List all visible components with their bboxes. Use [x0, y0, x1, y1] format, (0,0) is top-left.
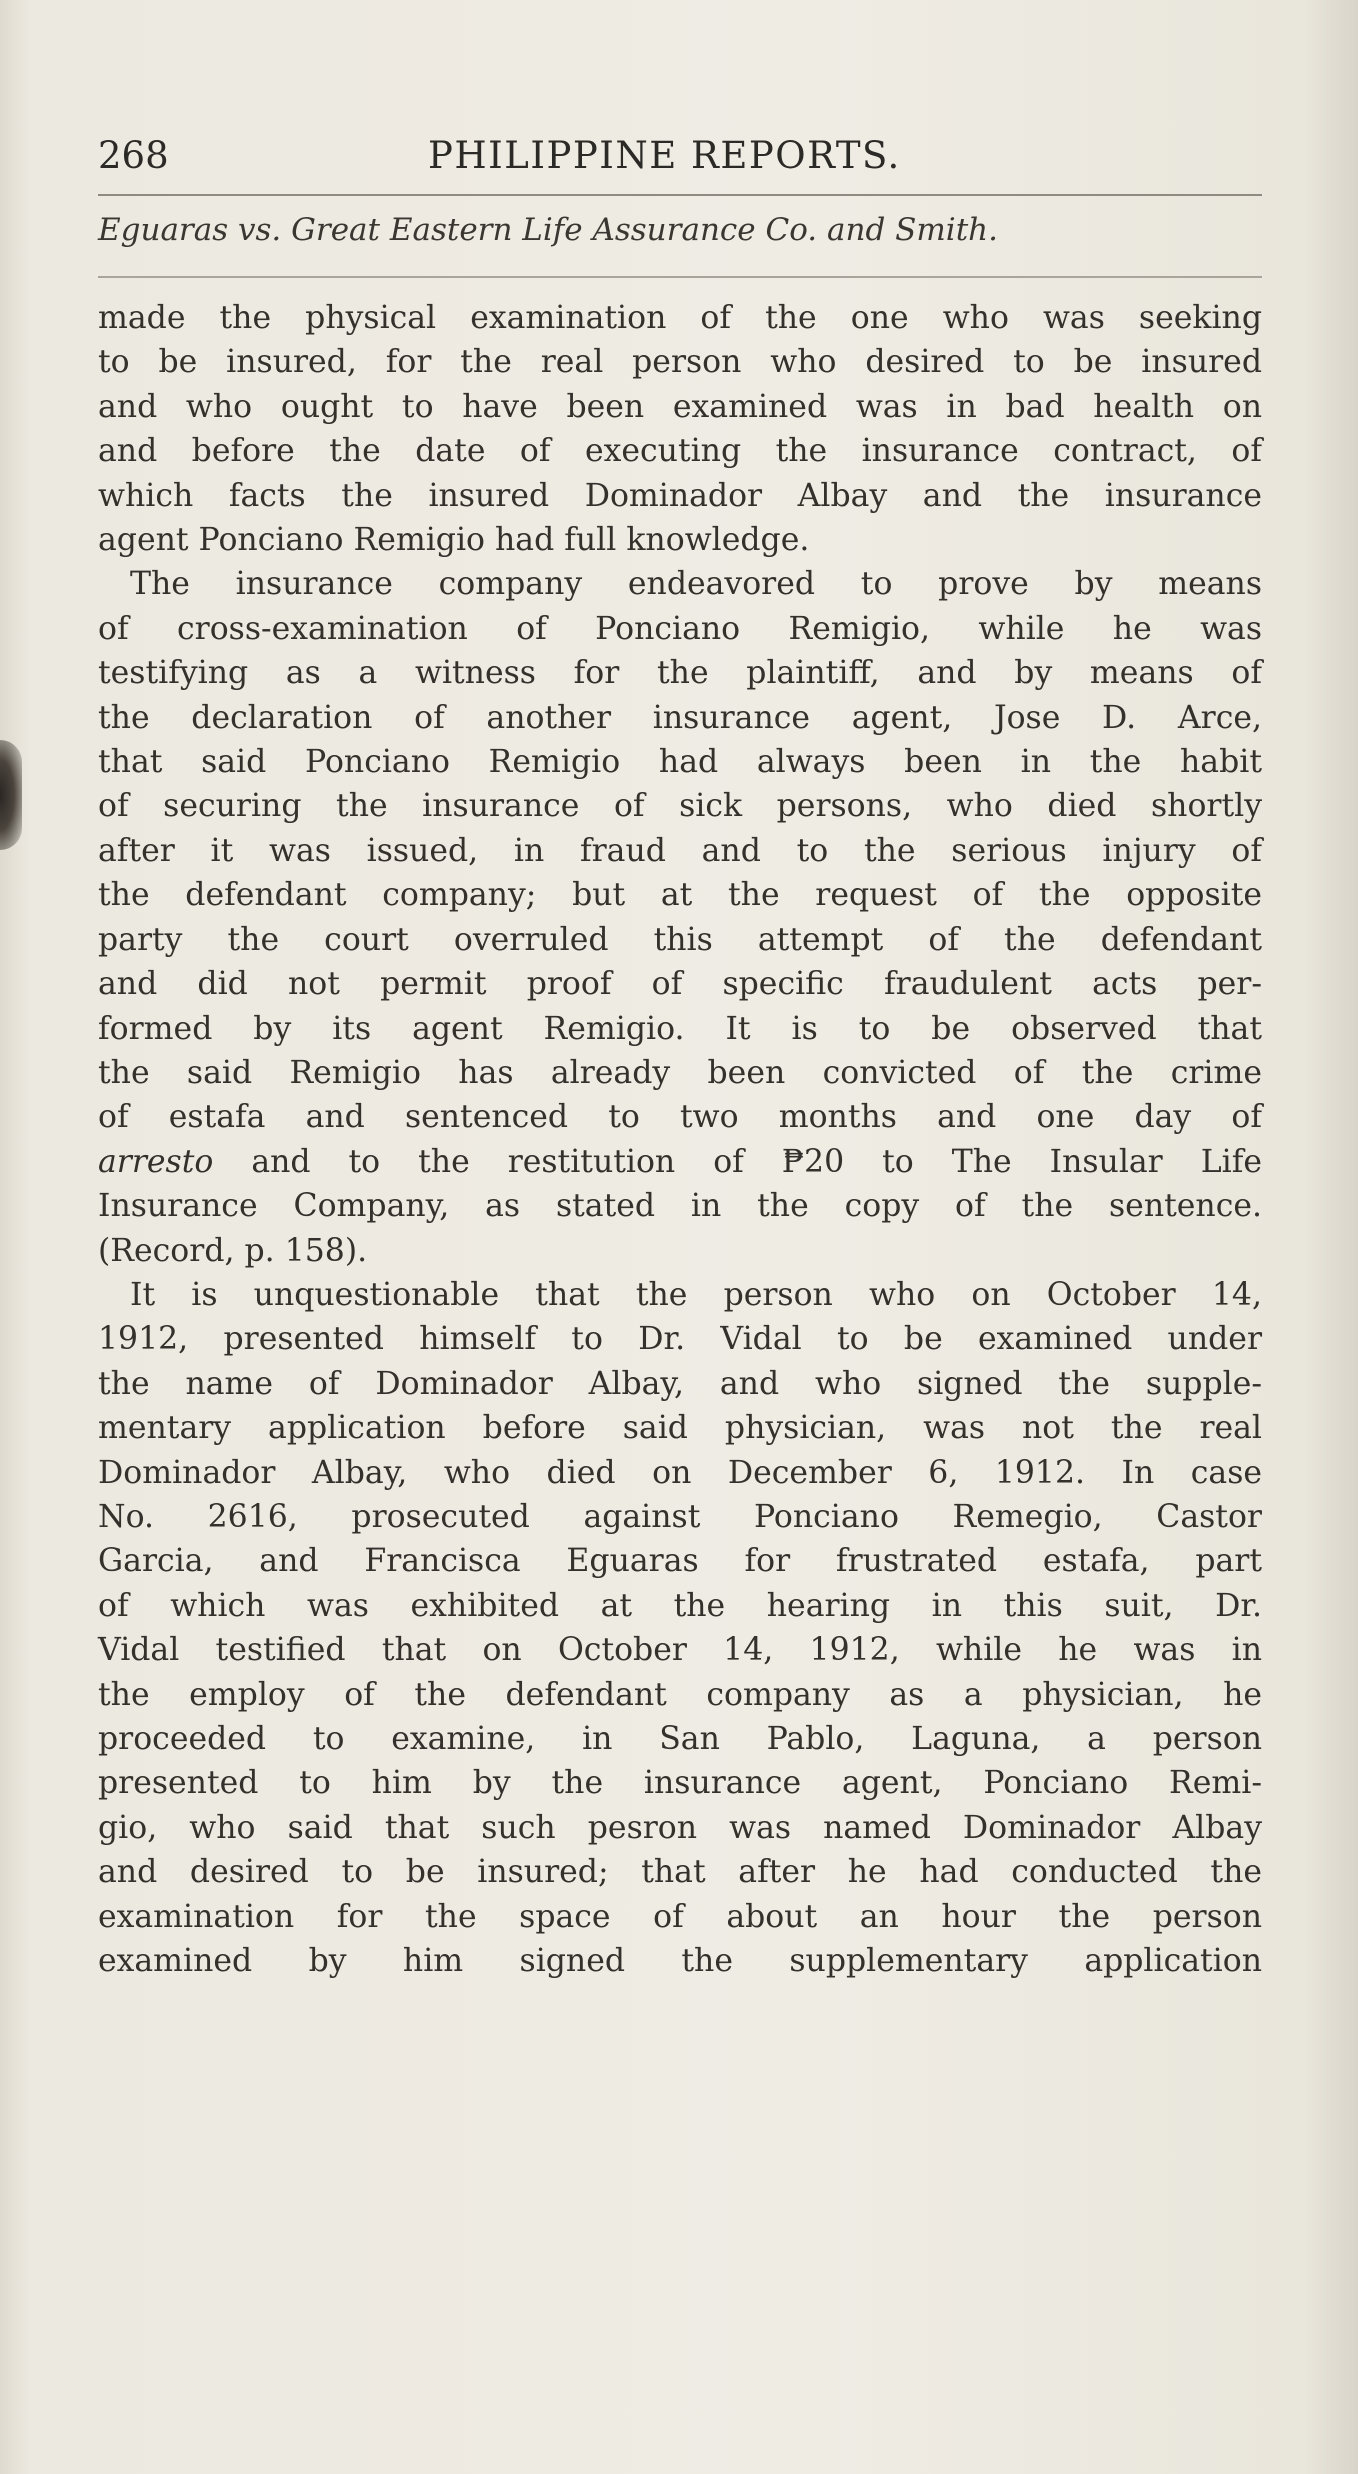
text-line: the employ of the defendant company as a physician, he	[98, 1676, 1262, 1713]
text-line: of estafa and sentenced to two months and one day of	[98, 1099, 1262, 1136]
paragraph-1	[98, 296, 1262, 562]
body-text	[98, 296, 1262, 1983]
text-line: It is unquestionable that the person who on October 14,	[130, 1276, 1262, 1313]
text-line: which facts the insured Dominador Albay and the insurance	[98, 477, 1262, 514]
text-line: Garcia, and Francisca Eguaras for frustrated estafa, part	[98, 1543, 1262, 1580]
text-line: presented to him by the insurance agent, Ponciano Remi-	[98, 1765, 1262, 1802]
text-line: Vidal testified that on October 14, 1912, while he was in	[98, 1632, 1262, 1669]
text-line: after it was issued, in fraud and to the serious injury of	[98, 832, 1262, 869]
text-line-rest: and to the restitution of ₱20 to The Insular Life	[251, 1143, 1263, 1180]
text-line: (Record, p. 158).	[98, 1232, 368, 1269]
running-head: PHILIPPINE REPORTS.	[428, 134, 901, 177]
text-line: and desired to be insured; that after he had conducted the	[98, 1854, 1262, 1891]
text-line: Dominador Albay, who died on December 6, 1912. In case	[98, 1454, 1262, 1491]
text-line: that said Ponciano Remigio had always been in the habit	[98, 744, 1262, 781]
text-line: 1912, presented himself to Dr. Vidal to be examined under	[98, 1321, 1262, 1358]
text-line: the defendant company; but at the request of the opposite	[98, 877, 1262, 914]
text-line: of securing the insurance of sick persons, who died shortly	[98, 788, 1262, 825]
italic-term: arresto	[98, 1143, 214, 1180]
text-line: of cross-examination of Ponciano Remigio, while he was	[98, 610, 1262, 647]
text-line: of which was exhibited at the hearing in this suit, Dr.	[98, 1587, 1262, 1624]
text-line: No. 2616, prosecuted against Ponciano Remegio, Castor	[98, 1498, 1262, 1535]
paragraph-3	[98, 1273, 1262, 1984]
text-line: formed by its agent Remigio. It is to be observed that	[98, 1010, 1262, 1047]
text-line: examination for the space of about an hour the person	[98, 1898, 1262, 1935]
text-line: examined by him signed the supplementary application	[98, 1943, 1262, 1980]
text-line: The insurance company endeavored to prove by means	[130, 566, 1262, 603]
caption-rule	[98, 276, 1262, 278]
text-line: the name of Dominador Albay, and who signed the supple-	[98, 1365, 1262, 1402]
text-line: proceeded to examine, in San Pablo, Laguna, a person	[98, 1721, 1262, 1757]
text-line: and before the date of executing the insurance contract, of	[98, 433, 1262, 470]
text-line: mentary application before said physician, was not the real	[98, 1410, 1262, 1447]
header-rule	[98, 194, 1262, 196]
text-line: the said Remigio has already been convicted of the crime	[98, 1054, 1262, 1091]
text-line: and did not permit proof of specific fraudulent acts per-	[98, 966, 1262, 1003]
page-header	[98, 120, 1262, 190]
text-line: agent Ponciano Remigio had full knowledge.	[98, 522, 810, 559]
text-line: testifying as a witness for the plaintiff, and by means of	[98, 655, 1262, 692]
paragraph-2	[98, 562, 1262, 1273]
text-line: and who ought to have been examined was in bad health on	[98, 388, 1262, 425]
text-line: made the physical examination of the one who was seeking	[98, 300, 1262, 336]
binding-shadow	[0, 740, 22, 850]
case-caption: Eguaras vs. Great Eastern Life Assurance Co. and Smith.	[98, 212, 998, 248]
text-line: gio, who said that such pesron was named Dominador Albay	[98, 1809, 1262, 1846]
text-line: Insurance Company, as stated in the copy of the sentence.	[98, 1188, 1262, 1225]
page-number: 268	[98, 134, 169, 177]
text-line: the declaration of another insurance agent, Jose D. Arce,	[98, 699, 1262, 736]
text-line-with-italic	[98, 1140, 1262, 1184]
text-line: party the court overruled this attempt of the defendant	[98, 921, 1262, 958]
text-line: to be insured, for the real person who desired to be insured	[98, 344, 1262, 381]
